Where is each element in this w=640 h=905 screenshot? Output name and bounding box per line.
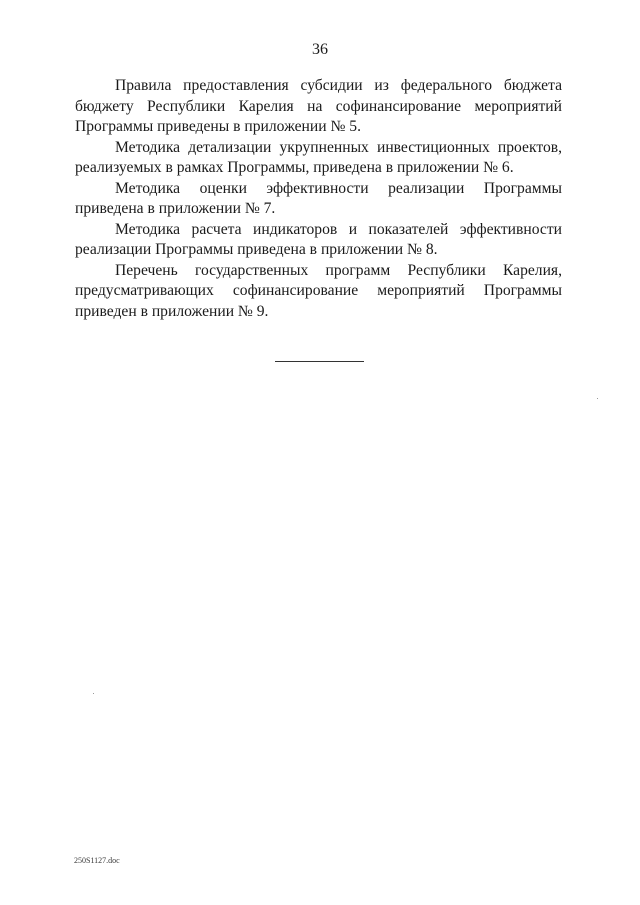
scan-speck [93,693,94,694]
page-number: 36 [312,41,328,58]
paragraph-efficiency-assessment-method: Методика оценки эффективности реализации Программы приведена в приложении № 7. [75,179,562,217]
end-of-section-rule [275,361,364,362]
paragraph-indicator-calculation-method: Методика расчета индикаторов и показателей эффективности реализации Программы приведена в приложении № 8. [75,220,562,258]
scan-speck [597,398,598,399]
paragraph-subsidy-rules: Правила предоставления субсидии из федерального бюджета бюджету Республики Карелия на софинансирование мероприятий Программы приведены в приложении № 5. [75,77,562,135]
paragraph-investment-detail-method: Методика детализации укрупненных инвестиционных проектов, реализуемых в рамках Программы, приведена в приложении № 6. [75,138,562,176]
document-file-code: 250S1127.doc [74,856,120,865]
document-body [75,76,562,322]
paragraph-state-programs-list: Перечень государственных программ Республики Карелия, предусматривающих софинансирование мероприятий Программы приведен в приложении № 9. [75,261,562,320]
